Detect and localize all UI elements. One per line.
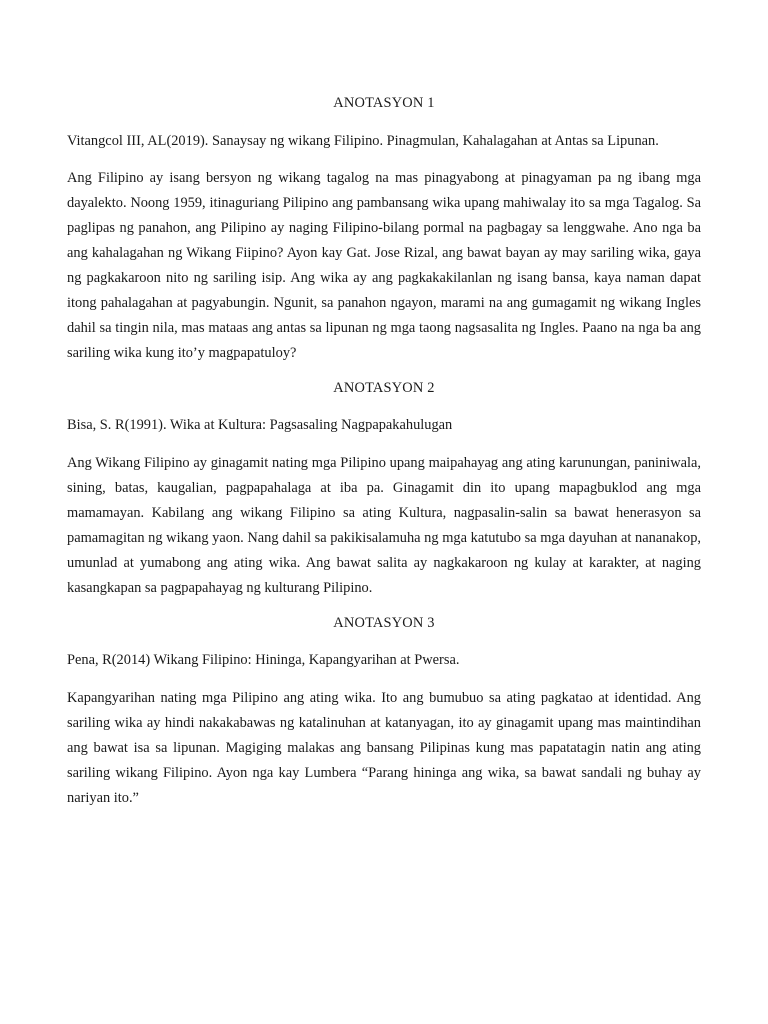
annotation-citation: Bisa, S. R(1991). Wika at Kultura: Pagsasaling Nagpapakahulugan: [67, 417, 453, 433]
annotation-section-2: [67, 379, 701, 601]
document-page: [67, 80, 701, 811]
annotation-citation: Vitangcol III, AL(2019). Sanaysay ng wikang Filipino. Pinagmulan, Kahalagahan at Antas sa Lipunan.: [67, 133, 659, 149]
annotation-title: ANOTASYON 3: [333, 615, 435, 631]
annotation-body: Ang Filipino ay isang bersyon ng wikang tagalog na mas pinagyabong at pinagyaman pa ng ibang mga dayalekto. Noong 1959, itinaguriang Pilipino ang pambansang wika upang mahiwalay ito sa mga Tagalog. Sa paglipas ng panahon, ang Pilipino ay naging Filipino-bilang pormal na pagbagay sa lenggwahe. Ano nga ba ang kahalagahan ng Wikang Fiipino? Ayon kay Gat. Jose Rizal, ang bawat bayan ay may sariling wika, gaya ng pagkakaroon nito ng sariling isip. Ang wika ay ang pagkakakilanlan ng isang bansa, kaya naman dapat itong pahalagahan at pagyabungin. Ngunit, sa panahon ngayon, marami na ang gumagamit ng wikang Ingles dahil sa tingin nila, mas mataas ang antas sa lipunan ng mga taong nagsasalita ng Ingles. Paano na nga ba ang sariling wika kung ito’y magpapatuloy?: [67, 170, 701, 361]
annotation-title: ANOTASYON 1: [333, 95, 435, 111]
annotation-section-3: [67, 614, 701, 811]
annotation-citation: Pena, R(2014) Wikang Filipino: Hininga, Kapangyarihan at Pwersa.: [67, 652, 460, 668]
annotation-body: Kapangyarihan nating mga Pilipino ang ating wika. Ito ang bumubuo sa ating pagkatao at identidad. Ang sariling wika ay hindi nakakabawas ng katalinuhan at katanyagan, ito ay ginagamit upang mas maintindihan ang bawat isa sa lipunan. Magiging malakas ang bansang Pilipinas kung mas papatatagin natin ang ating sariling wikang Filipino. Ayon nga kay Lumbera “Parang hininga ang wika, sa bawat sandali ng buhay ay nariyan ito.”: [67, 690, 701, 806]
annotation-section-1: [67, 94, 701, 366]
annotation-title: ANOTASYON 2: [333, 380, 435, 396]
annotation-body: Ang Wikang Filipino ay ginagamit nating mga Pilipino upang maipahayag ang ating karunungan, paniniwala, sining, batas, kaugalian, pagpapahalaga at iba pa. Ginagamit din ito upang mapagbuklod ang mga mamamayan. Kabilang ang wikang Filipino sa ating Kultura, nagpasalin-salin sa bawat henerasyon sa pamamagitan ng wikang yaon. Nang dahil sa pakikisalamuha ng mga katutubo sa mga dayuhan at nananakop, umunlad at yumabong ang ating wika. Ang bawat salita ay nagkakaroon ng kulay at karakter, at naging kasangkapan sa pagpapahayag ng kulturang Pilipino.: [67, 455, 701, 596]
